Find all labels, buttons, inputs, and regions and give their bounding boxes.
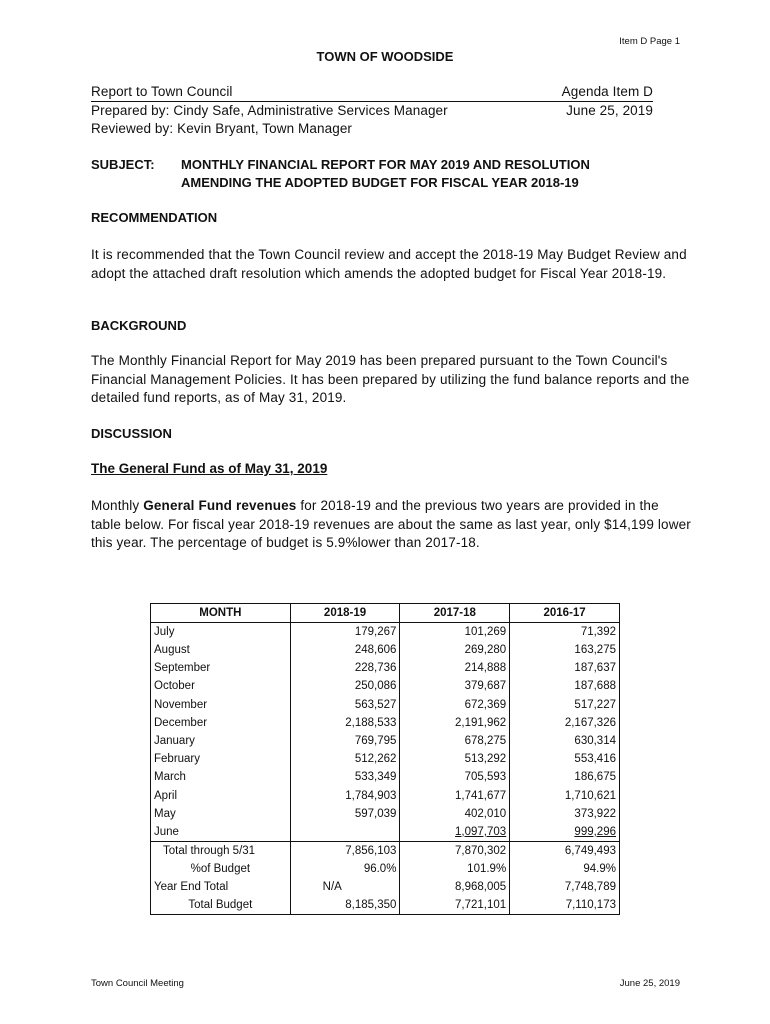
- recommendation-text: It is recommended that the Town Council review and accept the 2018-19 May Budget Review and adopt the attached draft resolution which amends the adopted budget for Fiscal Year 2018-19.: [91, 247, 687, 281]
- header-month: MONTH: [151, 604, 291, 623]
- cell-2017-18: 1,097,703: [400, 823, 510, 842]
- year-end-label: Year End Total: [154, 881, 229, 894]
- subject-line-2: AMENDING THE ADOPTED BUDGET FOR FISCAL YEAR 2018-19: [181, 175, 579, 190]
- cell-month: January: [154, 735, 195, 748]
- total-budget-row: [151, 896, 620, 915]
- cell-2017-18: 402,010: [400, 805, 510, 823]
- subject-line-1: MONTHLY FINANCIAL REPORT FOR MAY 2019 AND RESOLUTION: [181, 157, 590, 172]
- cell-2016-17: 187,637: [510, 659, 620, 677]
- table-row: [151, 768, 620, 786]
- total-through-2016-17: 6,749,493: [510, 841, 620, 860]
- cell-2017-18: 678,275: [400, 732, 510, 750]
- cell-2016-17: 187,688: [510, 677, 620, 695]
- cell-2017-18: 1,741,677: [400, 787, 510, 805]
- table-row: [151, 677, 620, 695]
- pct-budget-row: [151, 860, 620, 878]
- cell-2017-18: 513,292: [400, 750, 510, 768]
- cell-month: April: [154, 789, 178, 802]
- total-through-2017-18: 7,870,302: [400, 841, 510, 860]
- general-fund-heading: The General Fund as of May 31, 2019: [91, 461, 328, 476]
- table-row: [151, 750, 620, 768]
- cell-2018-19: 512,262: [290, 750, 400, 768]
- cell-2016-17: 163,275: [510, 641, 620, 659]
- footer-right: June 25, 2019: [619, 978, 680, 989]
- cell-2017-18: 101,269: [400, 623, 510, 642]
- cell-month: October: [154, 680, 195, 693]
- footer-left: Town Council Meeting: [91, 978, 184, 989]
- pct-budget-label: %of Budget: [190, 862, 251, 875]
- cell-month: August: [154, 644, 190, 657]
- reviewed-by: Reviewed by: Kevin Bryant, Town Manager: [91, 121, 353, 136]
- header-2016-17: 2016-17: [510, 604, 620, 623]
- pct-budget-2016-17: 94.9%: [510, 860, 620, 878]
- header-2017-18: 2017-18: [400, 604, 510, 623]
- pct-budget-2017-18: 101.9%: [400, 860, 510, 878]
- report-to: Report to Town Council: [91, 83, 531, 102]
- year-end-2018-19: N/A: [290, 878, 400, 896]
- table-row: [151, 659, 620, 677]
- total-budget-2017-18: 7,721,101: [400, 896, 510, 915]
- month-rows: [151, 623, 620, 842]
- background-heading: BACKGROUND: [91, 318, 187, 333]
- table-row: [151, 623, 620, 642]
- discussion-text-start: Monthly: [91, 498, 144, 513]
- cell-2016-17: 999,296: [510, 823, 620, 842]
- cell-month: December: [154, 716, 208, 729]
- meeting-date: June 25, 2019: [566, 103, 653, 118]
- subject-text: [181, 156, 651, 192]
- table-row: [151, 823, 620, 842]
- table-row: [151, 696, 620, 714]
- header-left: [91, 83, 531, 138]
- cell-2018-19: 597,039: [290, 805, 400, 823]
- page-label: Item D Page 1: [619, 36, 680, 47]
- cell-2018-19: 2,188,533: [290, 714, 400, 732]
- cell-2016-17: 517,227: [510, 696, 620, 714]
- cell-2016-17: 630,314: [510, 732, 620, 750]
- cell-2018-19: [290, 823, 400, 842]
- table-row: [151, 641, 620, 659]
- cell-month: February: [154, 753, 201, 766]
- cell-2017-18: 379,687: [400, 677, 510, 695]
- table-row: [151, 805, 620, 823]
- cell-2018-19: 769,795: [290, 732, 400, 750]
- cell-month: May: [154, 807, 176, 820]
- total-through-2018-19: 7,856,103: [290, 841, 400, 860]
- discussion-heading: DISCUSSION: [91, 426, 172, 441]
- header-2018-19: 2018-19: [290, 604, 400, 623]
- table-row: [151, 732, 620, 750]
- total-budget-label: Total Budget: [188, 899, 253, 912]
- header-right: [531, 83, 653, 120]
- cell-2017-18: 672,369: [400, 696, 510, 714]
- year-end-2017-18: 8,968,005: [400, 878, 510, 896]
- cell-month: November: [154, 698, 208, 711]
- cell-2017-18: 214,888: [400, 659, 510, 677]
- cell-2018-19: 179,267: [290, 623, 400, 642]
- table-row: [151, 714, 620, 732]
- cell-2018-19: 563,527: [290, 696, 400, 714]
- revenue-table: [150, 603, 620, 915]
- document-title: TOWN OF WOODSIDE: [316, 49, 454, 64]
- cell-2017-18: 705,593: [400, 768, 510, 786]
- discussion-text-rest: for 2018-19 and the previous two years are provided in the table below. For fiscal year 2018-19 revenues are about the same as last year, only $14,199 lower this year. The percentage of budget is 5.9%lower than 2017-18.: [91, 498, 691, 550]
- recommendation-heading: RECOMMENDATION: [91, 210, 218, 225]
- cell-month: July: [154, 626, 175, 638]
- cell-2018-19: 1,784,903: [290, 787, 400, 805]
- total-through-label: Total through 5/31: [151, 841, 291, 860]
- table-header-row: [151, 604, 620, 623]
- total-budget-2016-17: 7,110,173: [510, 896, 620, 915]
- cell-2017-18: 269,280: [400, 641, 510, 659]
- cell-2018-19: 248,606: [290, 641, 400, 659]
- cell-month: June: [154, 825, 179, 838]
- discussion-text-bold: General Fund revenues: [143, 498, 297, 513]
- agenda-item: Agenda Item D: [531, 83, 653, 102]
- cell-2018-19: 533,349: [290, 768, 400, 786]
- total-budget-2018-19: 8,185,350: [290, 896, 400, 915]
- cell-2016-17: 373,922: [510, 805, 620, 823]
- subject-block: [91, 156, 651, 192]
- table-row: [151, 787, 620, 805]
- subject-label: SUBJECT:: [91, 157, 155, 172]
- year-end-row: [151, 878, 620, 896]
- cell-2016-17: 1,710,621: [510, 787, 620, 805]
- cell-2016-17: 71,392: [510, 623, 620, 642]
- pct-budget-2018-19: 96.0%: [290, 860, 400, 878]
- background-text: The Monthly Financial Report for May 2019 has been prepared pursuant to the Town Council's Financial Management Policies. It has been prepared by utilizing the fund balance reports and the detailed fund reports, as of May 31, 2019.: [91, 353, 690, 405]
- year-end-2016-17: 7,748,789: [510, 878, 620, 896]
- cell-2018-19: 250,086: [290, 677, 400, 695]
- cell-2016-17: 2,167,326: [510, 714, 620, 732]
- prepared-by: Prepared by: Cindy Safe, Administrative Services Manager: [91, 103, 448, 118]
- cell-2018-19: 228,736: [290, 659, 400, 677]
- discussion-text: [91, 497, 691, 553]
- cell-month: March: [154, 771, 186, 784]
- total-through-row: [151, 841, 620, 860]
- cell-month: September: [154, 662, 211, 675]
- cell-2017-18: 2,191,962: [400, 714, 510, 732]
- cell-2016-17: 186,675: [510, 768, 620, 786]
- cell-2016-17: 553,416: [510, 750, 620, 768]
